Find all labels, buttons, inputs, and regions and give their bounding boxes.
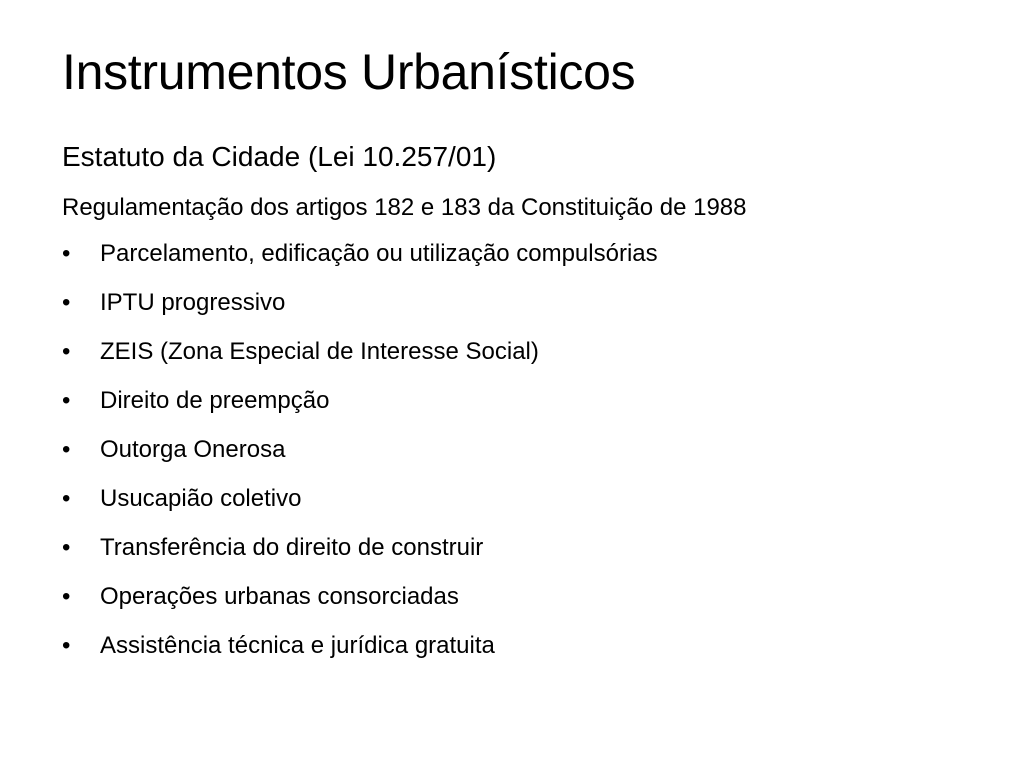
bullet-icon: • [62,387,71,414]
bullet-item-text: IPTU progressivo [100,289,286,316]
bullet-item [62,528,992,577]
slide-body [62,136,992,675]
slide-description: Regulamentação dos artigos 182 e 183 da Constituição de 1988 [62,194,747,221]
bullet-item [62,430,992,479]
bullet-icon: • [62,534,71,561]
bullet-icon: • [62,240,71,267]
bullet-item-text: Direito de preempção [100,387,330,414]
bullet-item-text: Assistência técnica e jurídica gratuita [100,632,495,659]
bullet-icon: • [62,485,71,512]
bullet-icon: • [62,632,71,659]
bullet-item-text: Usucapião coletivo [100,485,302,512]
bullet-item [62,626,992,675]
slide-subtitle: Estatuto da Cidade (Lei 10.257/01) [62,141,497,172]
bullet-item [62,577,992,626]
bullet-item-text: Outorga Onerosa [100,436,286,463]
bullet-item [62,332,992,381]
bullet-item [62,234,992,283]
bullet-icon: • [62,338,71,365]
bullet-icon: • [62,583,71,610]
bullet-item [62,283,992,332]
bullet-item-text: Parcelamento, edificação ou utilização compulsórias [100,240,658,267]
bullet-item [62,381,992,430]
bullet-item-text: Transferência do direito de construir [100,534,484,561]
slide-title: Instrumentos Urbanísticos [62,44,636,100]
bullet-icon: • [62,436,71,463]
bullet-item-text: Operações urbanas consorciadas [100,583,459,610]
bullet-icon: • [62,289,71,316]
bullet-item [62,479,992,528]
bullet-item-text: ZEIS (Zona Especial de Interesse Social) [100,338,539,365]
bullet-list [62,234,992,675]
